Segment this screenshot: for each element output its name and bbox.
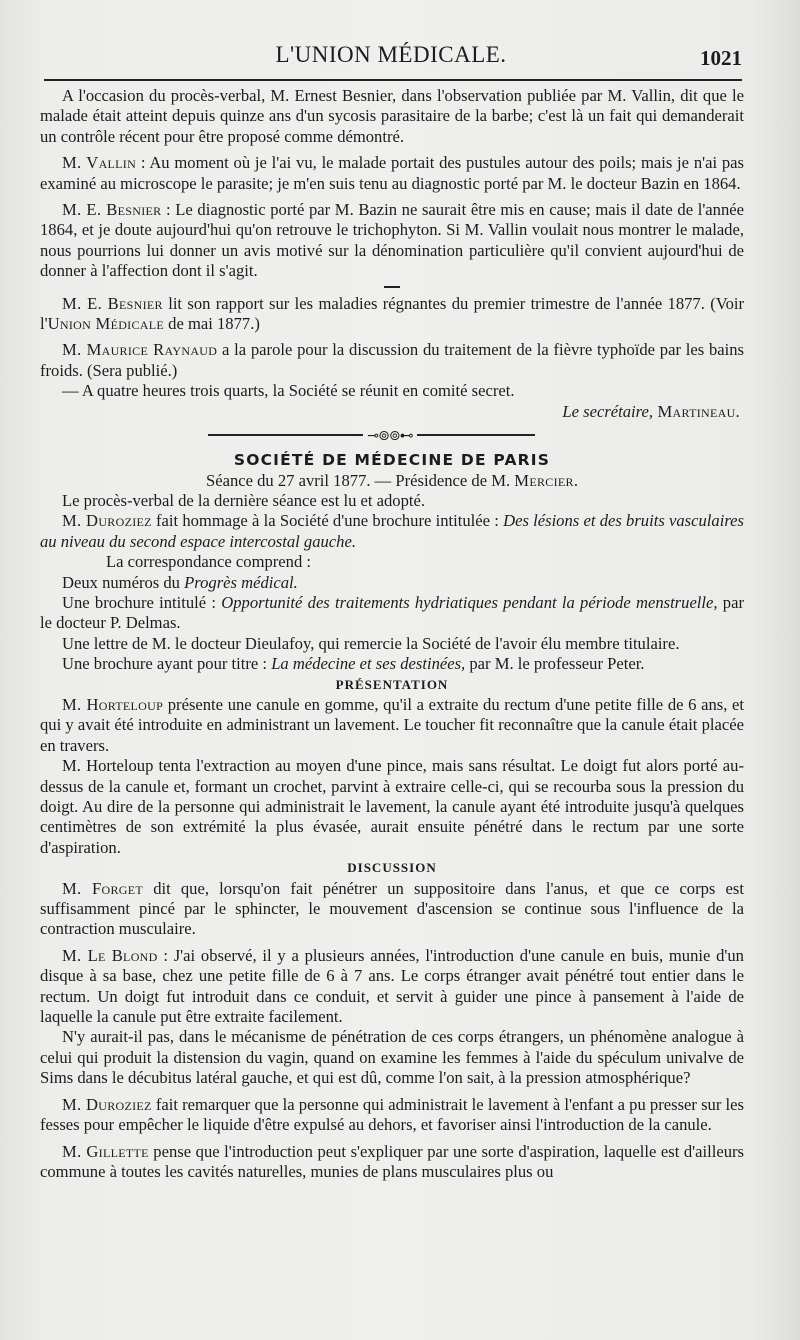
separator-dash [384, 286, 400, 288]
paragraph: M. Le Blond : J'ai observé, il y a plusieurs années, l'introduction d'une canule en buis, munie d'un disque à sa base, chez une petite fille de 6 à 7 ans. Le corps étranger avait pénétré tout entier dans le rectum. Un doigt fut introduit dans ce conduit, et servit à guider une pince à pansement à l'aide de laquelle la canule put être extraite facilement. [40, 945, 744, 1027]
paragraph: La correspondance comprend : [106, 552, 312, 572]
speaker-name: M. Maurice Raynaud [62, 340, 218, 360]
page-number: 1021 [700, 46, 742, 70]
journal-title: L'UNION MÉDICALE. [275, 42, 507, 67]
speaker-name: M. Forget [62, 878, 144, 898]
paragraph: M. Maurice Raynaud a la parole pour la discussion du traitement de la fièvre typhoïde par les bains froids. (Sera publié.) [40, 340, 744, 380]
speaker-name: M. E. Besnier [62, 200, 162, 220]
seance-line: Séance du 27 avril 1877. — Présidence de M. Mercier. [206, 470, 578, 490]
paragraph: M. Horteloup présente une canule en gomme, qu'il a extraite du rectum d'une petite fille de 6 ans, et qui y avait été introduite en administrant un lavement. Le toucher fit reconnaître que la canule était placée en travers. [40, 694, 744, 755]
header-rule [44, 79, 742, 81]
paragraph: M. Forget dit que, lorsqu'on fait pénétrer un suppositoire dans l'anus, et que ce corps est suffisamment pincé par le sphincter, le mouvement d'ascension se continue sous l'influence de la contraction musculaire. [40, 878, 744, 939]
paragraph: M. E. Besnier lit son rapport sur les maladies régnantes du premier trimestre de l'année 1877. (Voir l'Union Médicale de mai 1877.) [40, 293, 745, 334]
section-title: SOCIÉTÉ DE MÉDECINE DE PARIS [233, 451, 551, 470]
paragraph: M. Horteloup tenta l'extraction au moyen d'une pince, mais sans résultat. Le doigt fut alors porté au-dessus de la canule et, formant un crochet, parvint à extraire celle-ci, qui se recourba sous la pression du doigt. Au dire de la personne qui administrait le lavement, la canule ayant été introduite jusqu'à quelques centimètres de son extrémité la plus évasée, aurait ensuite pénétré dans le rectum par une sorte d'aspiration. [40, 756, 744, 857]
speaker-name: M. Gillette [62, 1141, 149, 1161]
paragraph: — A quatre heures trois quarts, la Société se réunit en comité secret. [62, 381, 515, 401]
paragraph: N'y aurait-il pas, dans le mécanisme de pénétration de ces corps étrangers, un phénomène analogue à celui qui produit la distension du vagin, quand on examine les femmes à l'aide du spéculum univalve de Sims dans le décubitus latéral gauche, et qui est dû, comme l'on sait, à la pression atmosphérique? [40, 1027, 744, 1088]
speaker-name: M. Horteloup [62, 694, 164, 714]
paragraph: M. Duroziez fait remarquer que la personne qui administrait le lavement à l'enfant a pu presser sur les fesses pour empêcher le liquide d'être expulsé au dehors, et favoriser ainsi l'introduction de la canule. [40, 1094, 744, 1135]
paragraph: Une brochure intitulé : Opportunité des traitements hydriatiques pendant la période menstruelle, par le docteur P. Delmas. [40, 592, 744, 633]
paragraph: M. E. Besnier : Le diagnostic porté par M. Bazin ne saurait être mis en cause; mais il date de l'année 1864, et je doute aujourd'hui qu'on retrouve le trichophyton. Si M. Vallin voulait nous montrer le malade, nous pourrions lui donner un avis motivé sur la dénomination particulière qu'il convient aujourd'hui de donner à l'affection dont il s'agit. [40, 200, 744, 281]
article-body [40, 86, 744, 1182]
paragraph: M. Vallin : Au moment où je l'ai vu, le malade portait des pustules autour des poils; mais je n'ai pas examiné au microscope le parasite; je m'en suis tenu au diagnostic porté par M. le docteur Bazin en 1864. [40, 153, 744, 193]
speaker-name: M. Duroziez [62, 511, 152, 531]
paragraph: M. Gillette pense que l'introduction peut s'expliquer par une sorte d'aspiration, laquelle est d'ailleurs commune à toutes les cavités naturelles, munies de plans musculaires plus ou [40, 1141, 744, 1181]
speaker-name: M. Duroziez [62, 1094, 152, 1114]
section-ornament: ⊸⊚⊚⊷ [40, 426, 744, 444]
discussion-heading: DISCUSSION [347, 860, 437, 876]
speaker-name: M. E. Besnier [62, 293, 163, 313]
paragraph: Une lettre de M. le docteur Dieulafoy, qui remercie la Société de l'avoir élu membre titulaire. [62, 633, 680, 653]
paragraph: Le procès-verbal de la dernière séance est lu et adopté. [62, 490, 426, 510]
paragraph: Deux numéros du Progrès médical. [62, 572, 298, 592]
running-head [40, 42, 742, 78]
paragraph: A l'occasion du procès-verbal, M. Ernest Besnier, dans l'observation publiée par M. Vallin, dit que le malade était atteint depuis quinze ans d'un sycosis parasitaire de la barbe; c'est là un fait qui demanderait un contrôle récent pour être proposé comme démontré. [40, 86, 744, 146]
journal-reference: Union Médicale [47, 314, 165, 334]
speaker-name: M. Vallin [62, 153, 137, 173]
speaker-name: M. Le Blond [62, 945, 158, 965]
presentation-heading: PRÉSENTATION [335, 676, 449, 692]
signature: Le secrétaire, Martineau. [562, 401, 740, 421]
paragraph: Une brochure ayant pour titre : La médecine et ses destinées, par M. le professeur Peter. [62, 654, 645, 674]
paragraph: M. Duroziez fait hommage à la Société d'une brochure intitulée : Des lésions et des bruits vasculaires au niveau du second espace intercostal gauche. [40, 511, 744, 551]
